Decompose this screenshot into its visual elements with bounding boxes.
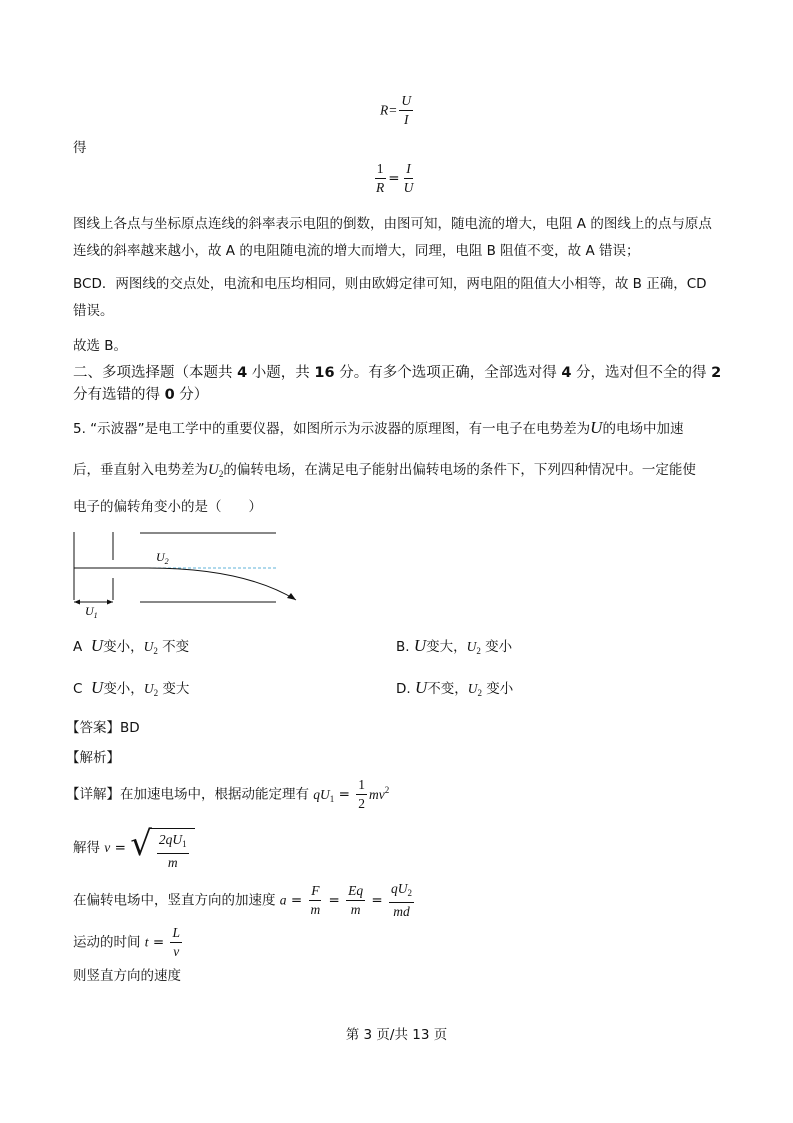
- deflect-line: 在偏转电场中，竖直方向的加速度 a = $\frac{F}{m}$ = $\frac{Eq}{m}$ = $\frac{qU_2}{md}$: [73, 881, 413, 919]
- formula-resistance: R= $\frac{U}{I}$: [380, 93, 412, 127]
- q5-line3: 电子的偏转角变小的是（ ）: [73, 499, 262, 515]
- dim-arrow-right: [107, 600, 113, 605]
- solve-line: 解得 v = √ $\frac{2qU_1}{m}$: [73, 824, 195, 872]
- text-de-1: 得: [73, 140, 87, 156]
- paragraph-slope: 图线上各点与坐标原点连线的斜率表示电阻的倒数，由图可知，随电流的增大，电阻 A 的图线上的点与原点连线的斜率越来越小，故 A 的电阻随电流的增大而增大，同理，电阻 B 阻值不变，故 A 错误；: [73, 216, 712, 259]
- option-a[interactable]: A U变小，$U_2$ 不变: [73, 636, 190, 656]
- oscilloscope-diagram: [70, 528, 310, 628]
- page-footer: 第 3 页/共 13 页: [345, 1027, 448, 1043]
- q5-line2: 后，垂直射入电势差为$U_2$的偏转电场，在满足电子能射出偏转电场的条件下，下列四种情况中。一定能使: [73, 462, 696, 479]
- detail-line: 【详解】在加速电场中，根据动能定理有 $qU_1$ = $\frac{1}{2}$ $mv^2$: [66, 777, 390, 811]
- label-u2: $U_2$: [156, 550, 169, 566]
- formula-inverse: $\frac{1}{R}$ = $\frac{I}{U}$: [376, 161, 414, 195]
- arrow-head: [287, 593, 296, 600]
- vertical-speed-text: 则竖直方向的速度: [73, 968, 181, 984]
- electron-trajectory: [148, 568, 296, 600]
- paragraph-bcd: BCD．两图线的交点处，电流和电压均相同，则由欧姆定律可知，两电阻的阻值大小相等，故 B 正确，CD 错误。: [73, 276, 707, 319]
- answer: 【答案】BD: [66, 720, 140, 736]
- analysis-label: 【解析】: [66, 750, 120, 766]
- label-u1: $U_1$: [85, 604, 98, 620]
- option-c[interactable]: C U变小，$U_2$ 变大: [73, 678, 190, 698]
- option-b[interactable]: B. U变大，$U_2$ 变小: [396, 636, 513, 656]
- option-d[interactable]: D. U不变，$U_2$ 变小: [396, 678, 514, 698]
- choose-b: 故选 B。: [73, 338, 128, 354]
- dim-arrow-left: [74, 600, 80, 605]
- section-title: 二、多项选择题（本题共 4 小题，共 16 分。有多个选项正确，全部选对得 4 分，选对但不全的得 2 分有选错的得 0 分）: [73, 365, 722, 403]
- time-line: 运动的时间 t = $\frac{L}{v}$: [73, 925, 180, 959]
- q5-line1: 5. “示波器”是电工学中的重要仪器，如图所示为示波器的原理图，有一电子在电势差为U的电场中加速: [73, 418, 684, 437]
